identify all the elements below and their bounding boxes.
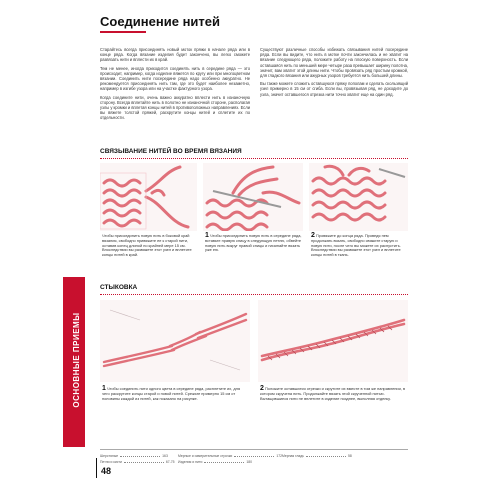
footer-reference[interactable] <box>100 454 168 458</box>
reference-label: Шерстяные <box>100 454 119 458</box>
reference-label: Мерная гладь <box>282 454 304 458</box>
reference-page: 172 <box>276 454 282 458</box>
chapter-side-tab-label: ОСНОВНЫЕ ПРИЕМЫ <box>72 312 81 408</box>
caption-edge-knot <box>102 234 196 258</box>
knitting-illustration <box>203 163 303 231</box>
intro-paragraph: Старайтесь всегда присоединять новый моток пряжи в начале ряда или в конце ряда. Когда вязание изделия будет закончено, вы легко сможете развязать нити и вплести их в край. <box>100 47 250 63</box>
caption-text: Чтобы присоединить новую нить в середине ряда, вставьте правую спицу в следующую петлю, обвейте новую нить вокруг правой спицы и начинайте вязать уже ею. <box>205 233 302 253</box>
page-title: Соединение нитей <box>100 14 221 29</box>
step-number: 2 <box>260 385 264 392</box>
section-rule <box>100 294 408 295</box>
caption-step-1 <box>205 234 303 253</box>
knitting-illustration <box>100 163 197 231</box>
intro-column-right <box>260 47 408 100</box>
yarn-illustration <box>100 300 250 382</box>
yarn-illustration <box>258 300 408 382</box>
caption-text: Чтобы присоединить новую нить в боковой край вязания, свободно привяжите ее к старой нити, оставив конец длиной по крайней мере 15 см. Впоследствии вы развяжете этот узел и вплетите концы нитей в край. <box>102 233 192 258</box>
caption-text: Провяжите до конца ряда. Проведя нем продолжать вязать, свободно свяжите старую и новую нити, после чего вы можете их распустить. Впоследствии вы развяжете этот узел и вплетите концы нитей в ткань. <box>311 233 401 258</box>
knitting-illustration <box>309 163 408 231</box>
intro-paragraph: Существуют различные способы избежать связывания нитей посередине ряда. Если вы видите, что нить в мотке почти закончилась и не хватит на вязание следующего ряда, положите работу на плоскую поверхность. Если оставшаяся нить по меньшей мере четыре раза превышает ширину полотна, значит, вам хватит этой длины нити. Чтобы провязать ряд простым кромкой, для гладкого вязания или ажурных узоров требуется нить большей длины. <box>260 47 408 79</box>
intro-paragraph: Вы также можете сложить оставшуюся пряжу пополам и сделать скользящий узел примерно в 15 см от сгиба. Если вы, провязывая ряд, не доходите до узла, значит оставшегося отрезка нити точно хватит еще на один ряд. <box>260 81 408 97</box>
illustration-splice-1 <box>100 300 250 382</box>
footer-reference[interactable] <box>100 460 175 464</box>
section-rule <box>100 158 408 159</box>
page-number-mark <box>96 458 97 478</box>
page-number: 48 <box>101 466 112 476</box>
caption-step-2 <box>311 234 408 258</box>
illustration-splice-2 <box>258 300 408 382</box>
footer-reference[interactable] <box>282 454 352 458</box>
illustration-join-middle <box>203 163 303 231</box>
caption-splice-2 <box>260 387 408 401</box>
section-heading-knot: СВЯЗЫВАНИЕ НИТЕЙ ВО ВРЕМЯ ВЯЗАНИЯ <box>100 148 242 155</box>
reference-label: Изделия и нити <box>178 460 203 464</box>
reference-label: Петли и кисти <box>100 460 122 464</box>
reference-page: 58 <box>347 454 352 458</box>
footer-reference[interactable] <box>178 460 252 464</box>
step-number: 2 <box>311 232 315 239</box>
intro-paragraph: Когда соедините нити, очень важно аккуратно вплести нить в изнаночную сторону. Всегда вплетайте нить в полотно не изнаночной стороне, располагая узлы у кромки и вплетая концы нитей в противоположных направлениях. Если вы вяжете толстой пряжей, раскрутите концы нитей и сплетите их по отдельности. <box>100 94 250 121</box>
footer-reference[interactable] <box>178 454 282 458</box>
step-number: 1 <box>205 232 209 239</box>
caption-text: Чтобы соединить нити одного цвета в середине ряда, расплетите их, для чего раскрутите концы старой и новой нитей. Срежьте примерно 15 см от половины каждой из нитей, как показано на рисунке. <box>102 386 241 401</box>
chapter-side-tab <box>63 277 85 447</box>
step-number: 1 <box>102 385 106 392</box>
reference-label: Мерные и измерительные строчки <box>178 454 233 458</box>
reference-page: 67-75 <box>165 460 175 464</box>
caption-splice-1 <box>102 387 248 401</box>
title-underline <box>100 31 146 33</box>
reference-page: 163 <box>162 454 168 458</box>
footer-rule <box>100 449 408 450</box>
illustration-edge-knot <box>100 163 197 231</box>
caption-text: Положите оставшиеся отрезки и скрутите их вместе в том же направлении, в котором скручена нить. Продолжайте вязать этой скрученной нитью. Вытащившиеся нити не вплетите в изделие позднее, выполняя отделку. <box>260 386 406 401</box>
section-heading-splice: СТЫКОВКА <box>100 284 138 291</box>
intro-column-left <box>100 47 250 124</box>
intro-paragraph: Тем не менее, иногда приходится соединять нить в середине ряда — это происходит, например, когда изделие вяжется по кругу или при многоцветном вязании. Соединить нити посередине ряда надо особенно аккуратно. Не рекомендуется присоединять нить там, где это будет наиболее незаметно, например в изгибе узора или на участке фактурного узора. <box>100 65 250 92</box>
reference-page: 180 <box>246 460 253 464</box>
illustration-tie-ends <box>309 163 408 231</box>
